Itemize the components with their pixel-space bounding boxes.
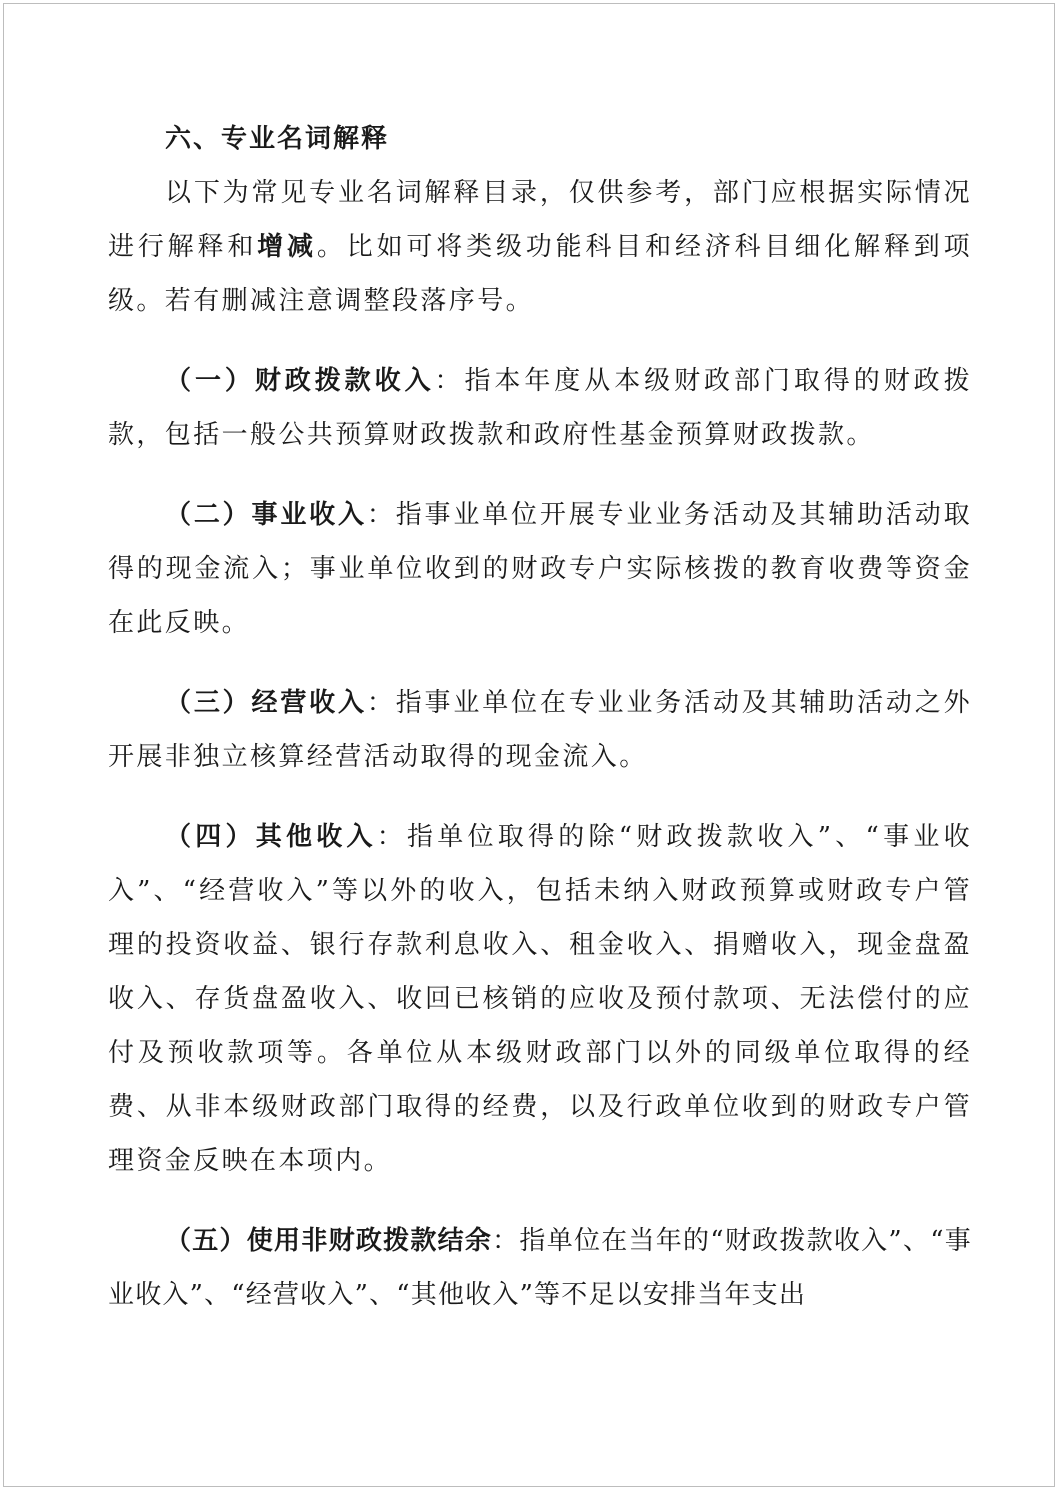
definition-paragraph-3 bbox=[108, 676, 972, 784]
definition-text: ：指单位在当年的“财政拨款收入”、“事业收入”、“经营收入”、“其他收入”等不足以安排当年支出 bbox=[108, 1226, 972, 1310]
definition-text: ：指本年度从本级财政部门取得的财政拨款，包括一般公共预算财政拨款和政府性基金预算财政拨款。 bbox=[108, 366, 972, 450]
definition-term: （三）经营收入 bbox=[165, 688, 367, 718]
definition-term: （四）其他收入 bbox=[165, 822, 377, 852]
definition-term: （二）事业收入 bbox=[165, 500, 367, 530]
definition-paragraph-1 bbox=[108, 354, 972, 462]
definition-text: ：指事业单位在专业业务活动及其辅助活动之外开展非独立核算经营活动取得的现金流入。 bbox=[108, 688, 972, 772]
intro-text-part1: 以下为常见专业名词解释目录，仅供参考，部门应根据实际情况进行解释和 bbox=[108, 178, 972, 262]
definition-term: （五）使用非财政拨款结余 bbox=[165, 1226, 493, 1256]
document-body bbox=[108, 112, 972, 1322]
definition-text: ：指事业单位开展专业业务活动及其辅助活动取得的现金流入；事业单位收到的财政专户实际核拨的教育收费等资金在此反映。 bbox=[108, 500, 972, 638]
definition-text: ：指单位取得的除“财政拨款收入”、“事业收入”、“经营收入”等以外的收入，包括未纳入财政预算或财政专户管理的投资收益、银行存款利息收入、租金收入、捐赠收入，现金盘盈收入、存货盘盈收入、收回已核销的应收及预付款项、无法偿付的应付及预收款项等。各单位从本级财政部门以外的同级单位取得的经费、从非本级财政部门取得的经费，以及行政单位收到的财政专户管理资金反映在本项内。 bbox=[108, 822, 972, 1176]
definition-term: （一）财政拨款收入 bbox=[165, 366, 435, 396]
intro-paragraph bbox=[108, 166, 972, 328]
intro-emphasis: 增减 bbox=[257, 232, 317, 262]
definition-paragraph-5 bbox=[108, 1214, 972, 1322]
section-heading: 六、专业名词解释 bbox=[165, 124, 390, 154]
definition-paragraph-4 bbox=[108, 810, 972, 1188]
definition-paragraph-2 bbox=[108, 488, 972, 650]
intro-text-part2: 。比如可将类级功能科目和经济科目细化解释到项级。若有删减注意调整段落序号。 bbox=[108, 232, 972, 316]
